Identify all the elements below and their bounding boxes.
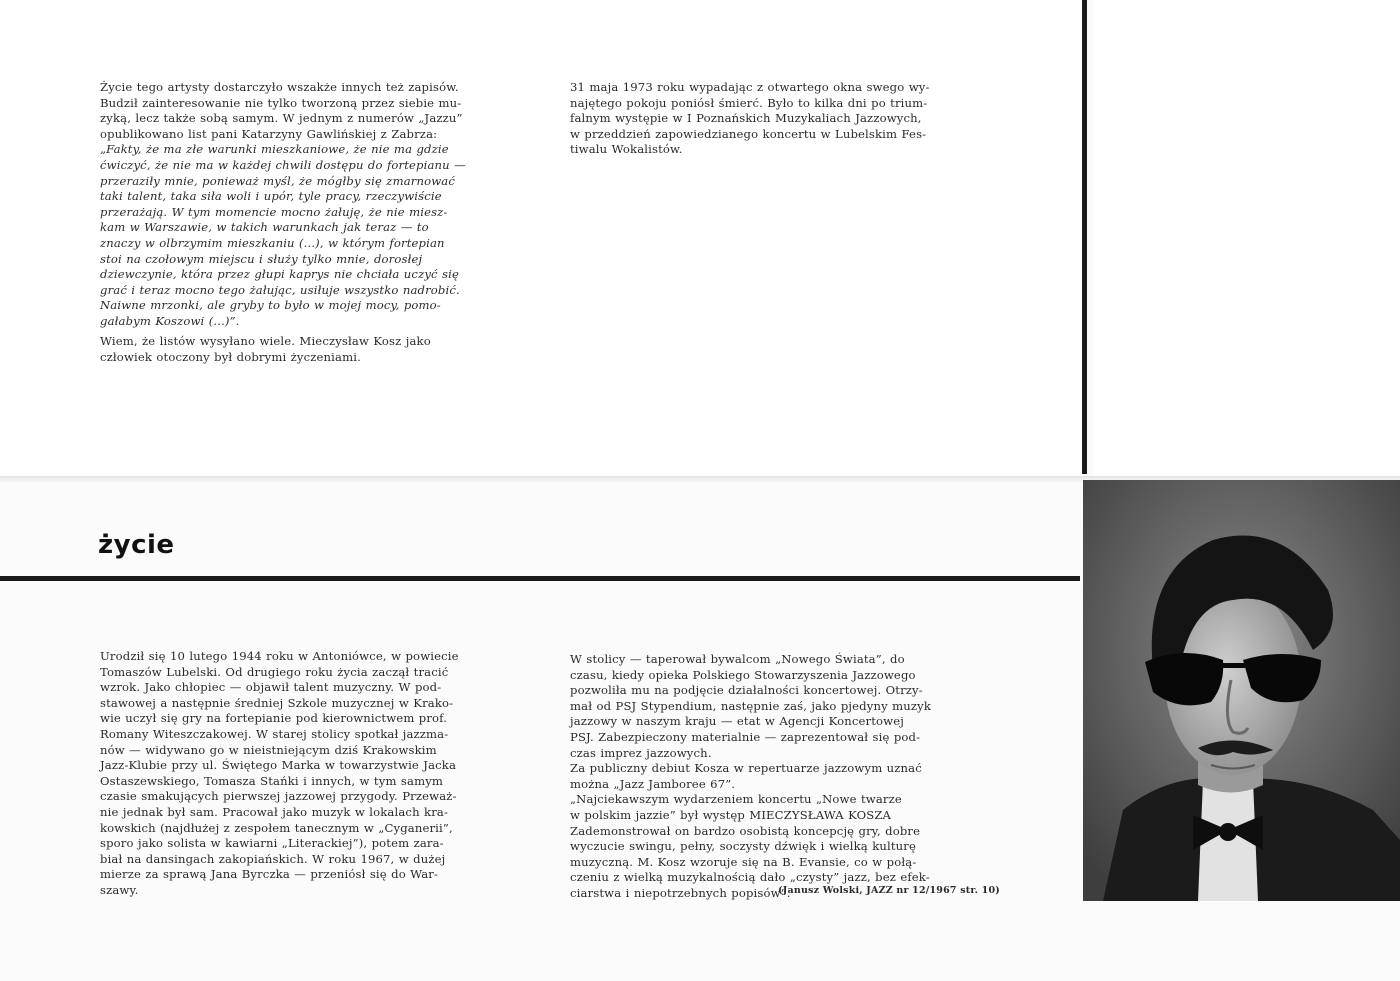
portrait-photo (1083, 480, 1400, 901)
bottom-left-column (100, 649, 528, 899)
citation: (Janusz Wolski, JAZZ nr 12/1967 str. 10) (778, 885, 1000, 896)
paragraph-line: falnym występie w I Poznańskich Muzykaliach Jazzowych, (570, 111, 922, 126)
top-left-column (100, 80, 530, 330)
quote-line: kam w Warszawie, w takich warunkach jak teraz — to (100, 220, 429, 235)
paragraph-line: muzyczną. M. Kosz wzoruje się na B. Evansie, co w połą- (570, 854, 917, 869)
paragraph-line: czasie smakujących pierwszej jazzowej przygody. Przeważ- (100, 789, 457, 804)
paragraph-line: wzrok. Jako chłopiec — objawił talent muzyczny. W pod- (100, 680, 442, 695)
quote-line: ćwiczyć, że nie ma w każdej chwili dostępu do fortepianu — (100, 157, 466, 172)
quote-line: przeraziły mnie, ponieważ myśl, że mógłby się zmarnować (100, 173, 455, 188)
paragraph-line: wyczucie swingu, pełny, soczysty dźwięk i wielką kulturę (570, 839, 916, 854)
paragraph-line: Budził zainteresowanie nie tylko tworzoną przez siebie mu- (100, 95, 462, 110)
paragraph-line: szawy. (100, 882, 139, 897)
paragraph-line: biał na dansingach zakopiańskich. W roku 1967, w dużej (100, 851, 446, 866)
paragraph-line: Zademonstrował on bardzo osobistą koncepcję gry, dobre (570, 823, 921, 838)
paragraph-line: kowskich (najdłużej z zespołem tanecznym w „Cyganerii”, (100, 820, 453, 835)
paragraph-line: w polskim jazzie” był występ MIECZYSŁAWA KOSZA (570, 807, 892, 822)
vertical-rule (1082, 0, 1087, 474)
paragraph-line: czas imprez jazzowych. (570, 745, 712, 760)
paragraph-line: nów — widywano go w nieistniejącym dziś Krakowskim (100, 742, 437, 757)
paragraph-line: zyką, lecz także sobą samym. W jednym z numerów „Jazzu” (100, 111, 463, 126)
paragraph-line: Za publiczny debiut Kosza w repertuarze jazzowym uznać (570, 761, 922, 776)
paragraph-line: czeniu z wielką muzykalnością dało „czysty” jazz, bez efek- (570, 870, 930, 885)
quote-line: znaczy w olbrzymim mieszkaniu (...), w którym fortepian (100, 235, 445, 250)
paragraph-line: jazzowy w naszym kraju — etat w Agencji Koncertowej (570, 714, 904, 729)
paragraph-line: Wiem, że listów wysyłano wiele. Mieczysław Kosz jako (100, 334, 431, 348)
paragraph-line: można „Jazz Jamboree 67”. (570, 776, 736, 791)
paragraph-line: Romany Witeszczakowej. W starej stolicy spotkał jazzma- (100, 726, 449, 741)
paragraph-line: sporo jako solista w kawiarni „Literackiej”), potem zara- (100, 836, 444, 851)
quote-line: „Fakty, że ma złe warunki mieszkaniowe, że nie ma gdzie (100, 142, 449, 157)
paragraph-line: pozwoliła mu na podjęcie działalności koncertowej. Otrzy- (570, 683, 923, 698)
paragraph-line: W stolicy — taperował bywalcom „Nowego Świata”, do (570, 652, 905, 666)
quote-line: grać i teraz mocno tego żałując, usiłuje wszystko nadrobić. (100, 282, 460, 297)
paragraph-line: tiwalu Wokalistów. (570, 142, 683, 157)
quote-line: gałabym Koszowi (...)”. (100, 313, 240, 328)
paragraph-line: PSJ. Zabezpieczony materialnie — zaprezentował się pod- (570, 729, 921, 744)
quote-line: przerażają. W tym momencie mocno żałuję, że nie miesz- (100, 204, 448, 219)
paragraph-line: Jazz-Klubie przy ul. Świętego Marka w towarzystwie Jacka (100, 758, 457, 773)
top-right-blank-area (1094, 0, 1400, 476)
horizontal-rule (0, 576, 1080, 581)
paragraph-line: Życie tego artysty dostarczyło wszakże innych też zapisów. (100, 80, 459, 94)
quote-line: Naiwne mrzonki, ale gryby to było w mojej mocy, pomo- (100, 298, 441, 313)
top-left-closing (100, 334, 530, 365)
paragraph-line: wie uczył się gry na fortepianie pod kierownictwem prof. (100, 711, 448, 726)
quote-line: taki talent, taka siła woli i upór, tyle pracy, rzeczywiście (100, 189, 442, 204)
paragraph-line: w przeddzień zapowiedzianego koncertu w Lubelskim Fes- (570, 126, 927, 141)
section-heading: życie (98, 530, 175, 560)
bottom-right-column (570, 652, 1002, 902)
paragraph-line: czasu, kiedy opieka Polskiego Stowarzyszenia Jazzowego (570, 667, 916, 682)
paragraph-line: najętego pokoju poniósł śmierć. Było to kilka dni po trium- (570, 95, 928, 110)
paragraph-line: „Najciekawszym wydarzeniem koncertu „Nowe twarze (570, 792, 902, 807)
quote-line: stoi na czołowym miejscu i służy tylko mnie, dorosłej (100, 251, 423, 266)
paragraph-line: ciarstwa i niepotrzebnych popisów”. (570, 885, 791, 900)
paragraph-line: Urodził się 10 lutego 1944 roku w Antoniówce, w powiecie (100, 649, 459, 663)
paragraph-line: Ostaszewskiego, Tomasza Stańki i innych, w tym samym (100, 773, 444, 788)
paragraph-line: Tomaszów Lubelski. Od drugiego roku życia zaczął tracić (100, 664, 449, 679)
paragraph-line: mał od PSJ Stypendium, następnie zaś, jako pjedyny muzyk (570, 698, 931, 713)
top-right-column (570, 80, 1000, 158)
paragraph-line: 31 maja 1973 roku wypadając z otwartego okna swego wy- (570, 80, 930, 94)
paragraph-line: stawowej a następnie średniej Szkole muzycznej w Krako- (100, 695, 454, 710)
paragraph-line: nie jednak był sam. Pracował jako muzyk w lokalach kra- (100, 804, 449, 819)
paragraph-line: mierze za sprawą Jana Byrczka — przeniósł się do War- (100, 867, 439, 882)
quote-line: dziewczynie, która przez głupi kaprys nie chciała uczyć się (100, 267, 459, 282)
paragraph-line: opublikowano list pani Katarzyny Gawlińskiej z Zabrza: (100, 126, 438, 141)
paragraph-line: człowiek otoczony był dobrymi życzeniami. (100, 349, 361, 364)
